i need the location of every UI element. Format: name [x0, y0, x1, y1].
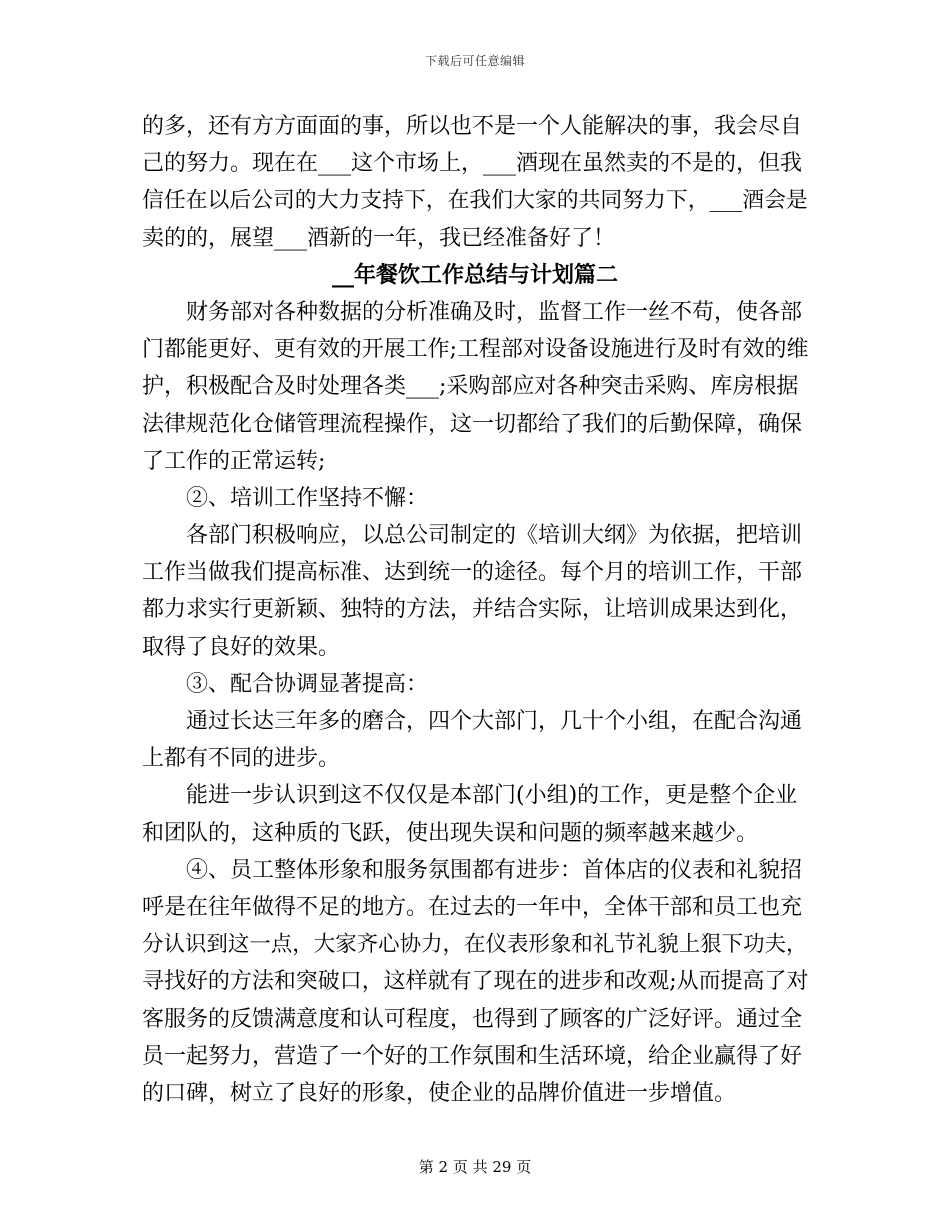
paragraph-line: 能进一步认识到这不仅仅是本部门(小组)的工作，更是整个企业 [186, 783, 798, 809]
paragraph-line: 分认识到这一点，大家齐心协力，在仪表形象和礼节礼貌上狠下功夫， [142, 932, 808, 958]
paragraph-line: 上都有不同的进步。 [142, 746, 341, 772]
page-footer: 第 2 页 共 29 页 [418, 1158, 532, 1176]
paragraph-line: 财务部对各种数据的分析准确及时，监督工作一丝不苟，使各部 [186, 299, 803, 325]
paragraph-line: 员一起努力，营造了一个好的工作氛围和生活环境，给企业赢得了好 [142, 1043, 803, 1069]
paragraph-line: 寻找好的方法和突破口，这样就有了现在的进步和改观;从而提高了对 [142, 969, 809, 995]
paragraph-line: 通过长达三年多的磨合，四个大部门，几十个小组，在配合沟通 [186, 709, 803, 734]
paragraph-line: 了工作的正常运转; [142, 448, 326, 474]
section-title: __年餐饮工作总结与计划篇二 [331, 261, 618, 288]
paragraph-line: 的口碑，树立了良好的形象，使企业的品牌价值进一步增值。 [142, 1080, 737, 1106]
paragraph-line: 和团队的，这种质的飞跃，使出现失误和问题的频率越来越少。 [142, 820, 759, 846]
paragraph-line: 呼是在往年做得不足的地方。在过去的一年中，全体干部和员工也充 [142, 894, 803, 920]
paragraph-line: 法律规范化仓储管理流程操作，这一切都给了我们的后勤保障，确保 [142, 411, 803, 437]
list-heading: ④、员工整体形象和服务氛围都有进步：首体店的仪表和礼貌招 [186, 857, 803, 883]
paragraph-line: 各部门积极响应，以总公司制定的《培训大纲》为依据，把培训 [186, 523, 803, 549]
paragraph-line: 己的努力。现在在___这个市场上，___酒现在虽然卖的不是的，但我 [142, 151, 803, 177]
paragraph-line: 护，积极配合及时处理各类___;采购部应对各种突击采购、库房根据 [142, 374, 799, 400]
paragraph-line: 卖的的，展望___酒新的一年，我已经准备好了！ [142, 225, 616, 251]
list-heading: ③、配合协调显著提高： [186, 671, 429, 697]
paragraph-line: 客服务的反馈满意度和认可程度，也得到了顾客的广泛好评。通过全 [142, 1006, 803, 1032]
document-body [142, 108, 808, 1112]
paragraph-line: 信任在以后公司的大力支持下，在我们大家的共同努力下，___酒会是 [142, 188, 808, 214]
paragraph-line: 的多，还有方方面面的事，所以也不是一个人能解决的事，我会尽自 [142, 114, 803, 139]
page-header: 下载后可任意编辑 [424, 54, 525, 68]
list-heading: ②、培训工作坚持不懈： [186, 485, 429, 511]
paragraph-line: 都力求实行更新颖、独特的方法，并结合实际，让培训成果达到化， [142, 597, 803, 623]
paragraph-line: 取得了良好的效果。 [142, 634, 341, 660]
paragraph-line: 门都能更好、更有效的开展工作;工程部对设备设施进行及时有效的维 [142, 337, 809, 363]
paragraph-line: 工作当做我们提高标准、达到统一的途径。每个月的培训工作，干部 [142, 560, 803, 586]
